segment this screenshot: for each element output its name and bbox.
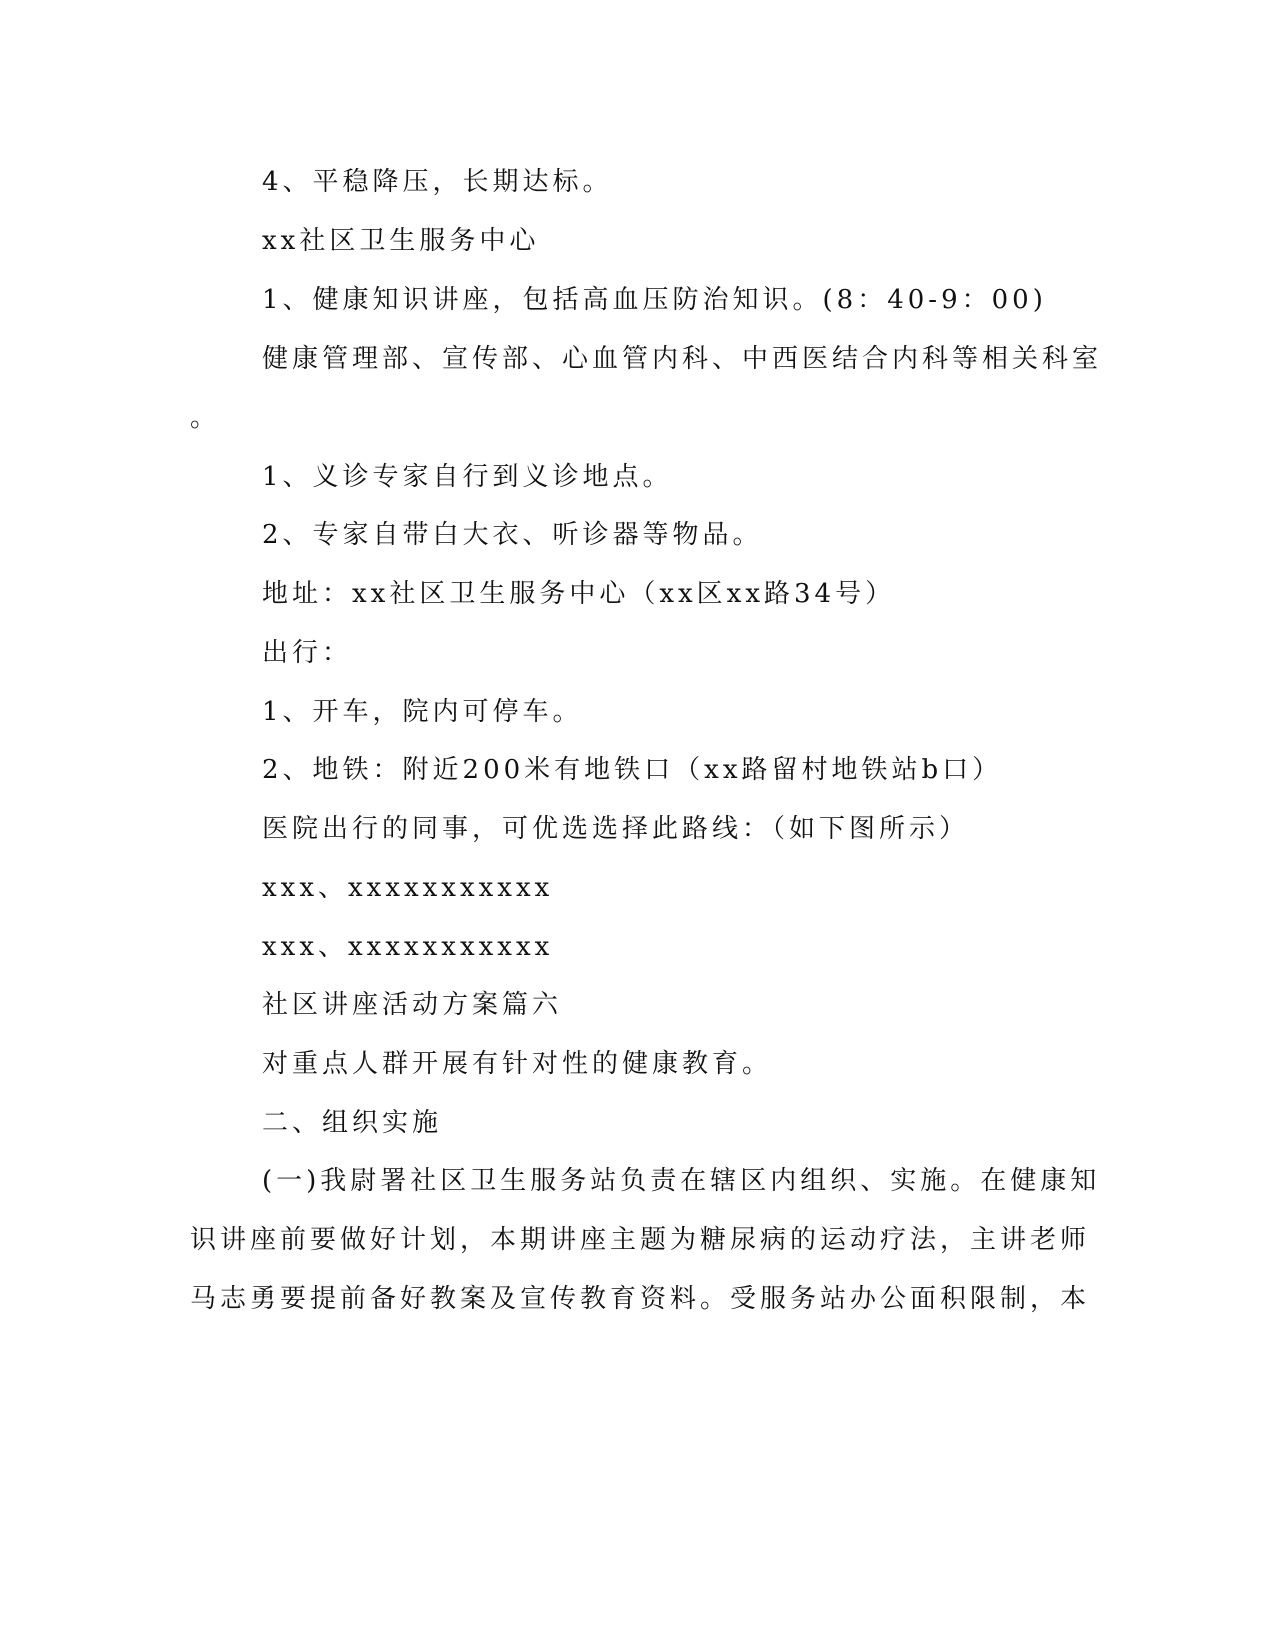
text-line: xxx、xxxxxxxxxxx bbox=[262, 932, 554, 962]
text-line: 对重点人群开展有针对性的健康教育。 bbox=[262, 1049, 773, 1079]
text-line: 识讲座前要做好计划，本期讲座主题为糖尿病的运动疗法，主讲老师 bbox=[190, 1225, 1091, 1255]
text-line: 健康管理部、宣传部、心血管内科、中西医结合内科等相关科室 bbox=[262, 344, 1103, 374]
text-line: 4、平稳降压，长期达标。 bbox=[262, 167, 613, 197]
text-line: 出行： bbox=[262, 638, 353, 668]
section-heading: 社区讲座活动方案篇六 bbox=[262, 990, 563, 1020]
text-line: 1、健康知识讲座，包括高血压防治知识。(8：40-9：00) bbox=[262, 285, 1047, 315]
text-line: (一)我尉署社区卫生服务站负责在辖区内组织、实施。在健康知 bbox=[262, 1166, 1101, 1196]
text-line: 1、义诊专家自行到义诊地点。 bbox=[262, 462, 673, 492]
text-line: 。 bbox=[190, 403, 221, 433]
text-line: xxx、xxxxxxxxxxx bbox=[262, 873, 554, 903]
text-line: 2、专家自带白大衣、听诊器等物品。 bbox=[262, 520, 763, 550]
text-line: 医院出行的同事，可优选选择此路线：（如下图所示） bbox=[262, 814, 970, 844]
text-line: 地址：xx社区卫生服务中心（xx区xx路34号） bbox=[262, 579, 896, 609]
text-line: 马志勇要提前备好教案及宣传教育资料。受服务站办公面积限制，本 bbox=[190, 1284, 1091, 1314]
text-line: xx社区卫生服务中心 bbox=[262, 226, 540, 256]
text-line: 1、开车，院内可停车。 bbox=[262, 697, 583, 727]
text-line: 2、地铁：附近200米有地铁口（xx路留村地铁站b口） bbox=[262, 755, 1003, 785]
section-heading: 二、组织实施 bbox=[262, 1108, 443, 1138]
